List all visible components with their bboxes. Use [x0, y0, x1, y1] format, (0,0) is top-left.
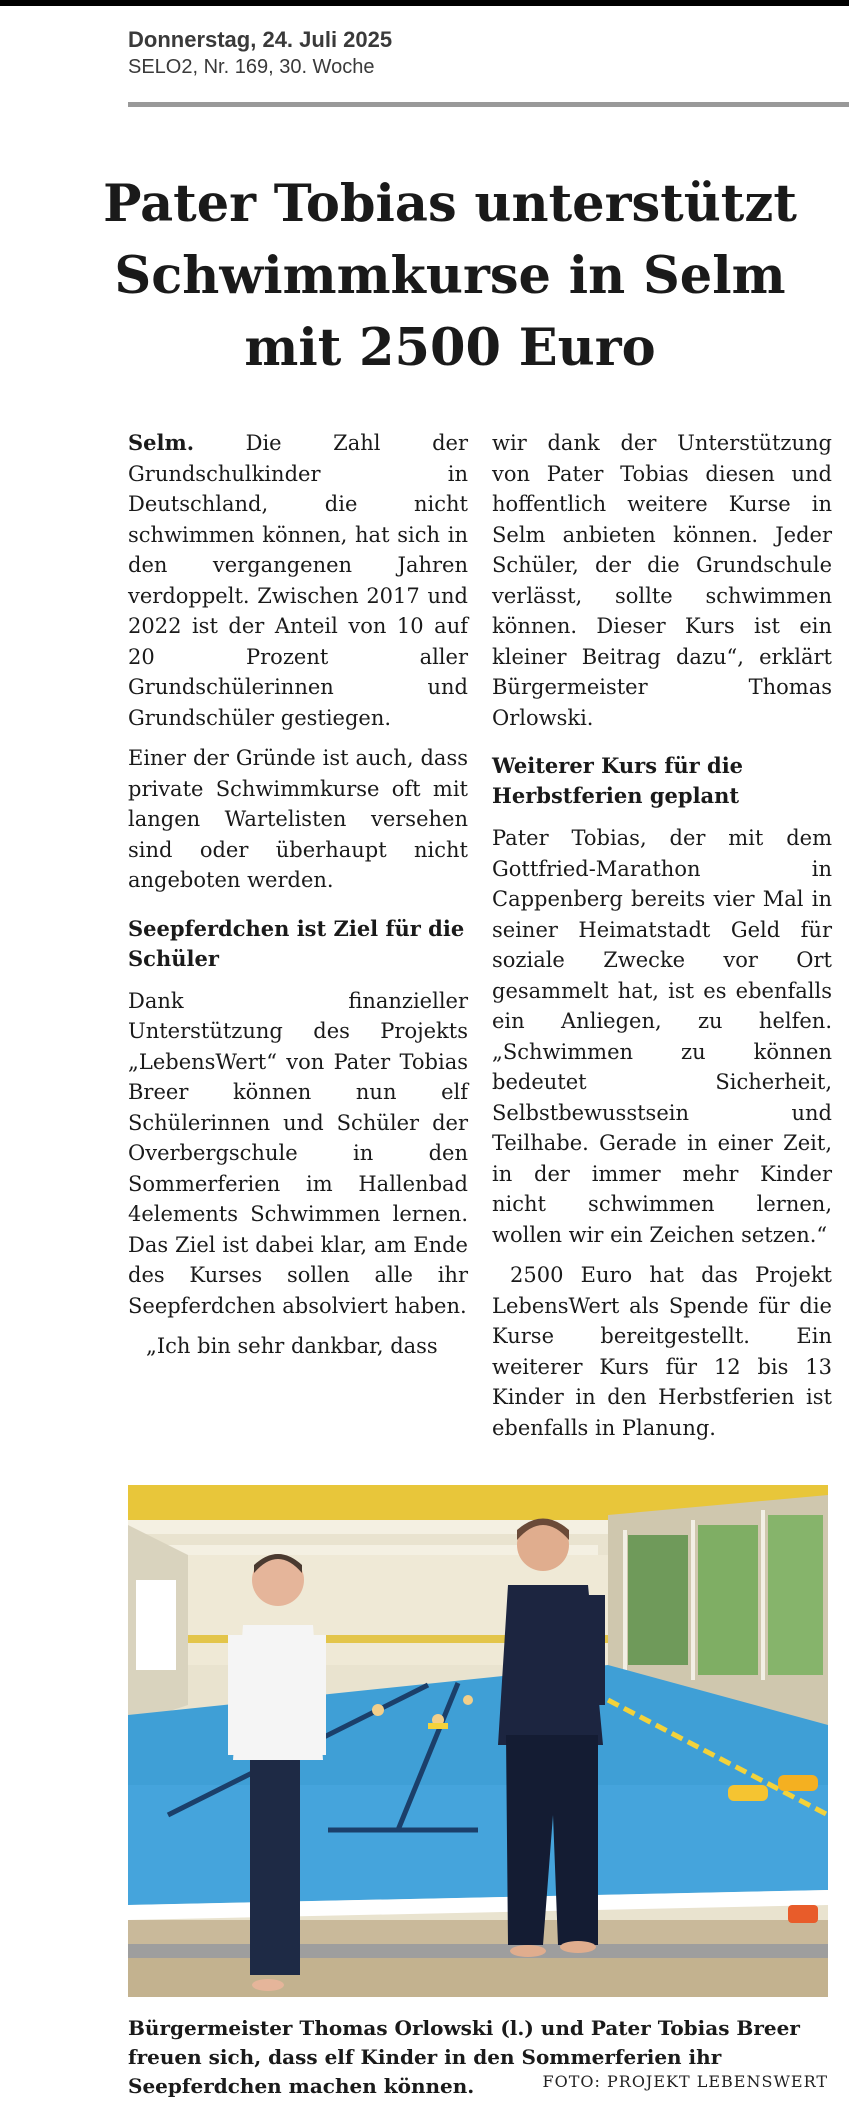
paragraph: wir dank der Unterstützung von Pater Tobias diesen und hoffentlich weitere Kurse in Selm anbieten können. Jeder Schüler, der die Grundschule verlässt, sollte schwimmen können. Dieser Kurs ist ein kleiner Beitrag dazu“, erklärt Bürgermeister Thomas Orlowski.: [492, 431, 832, 730]
article-column-right: [492, 428, 832, 1453]
headline-line-1: Pater Tobias unterstützt: [103, 174, 797, 234]
top-bar: [0, 0, 849, 6]
headline-line-2: Schwimmkurse in Selm: [114, 246, 786, 306]
paragraph: Dank finanzieller Unterstützung des Projekts „LebensWert“ von Pater Tobias Breer können nun elf Schülerinnen und Schüler der Overbergschule in den Sommerferien im Hallenbad 4elements Schwimmen lernen. Das Ziel ist dabei klar, am Ende des Kurses sollen alle ihr Seepferdchen absolviert haben.: [128, 988, 468, 1318]
header-rule: [128, 102, 849, 107]
subheading: Weiterer Kurs für die Herbstferien geplant: [492, 753, 744, 808]
headline-line-3: mit 2500 Euro: [244, 318, 656, 378]
paragraph: Einer der Gründe ist auch, dass private Schwimmkurse oft mit langen Wartelisten versehen sind oder überhaupt nicht angeboten werden.: [128, 746, 468, 892]
paragraph: 2500 Euro hat das Projekt LebensWert als Spende für die Kurse bereitgestellt. Ein weiterer Kurs für 12 bis 13 Kinder in den Herbstferien ist ebenfalls in Planung.: [492, 1263, 832, 1440]
dateline-place: Selm.: [128, 430, 195, 455]
article-headline: [100, 168, 800, 384]
issue-number: SELO2, Nr. 169, 30. Woche: [128, 56, 375, 78]
paragraph: Selm. Die Zahl der Grundschulkinder in Deutschland, die nicht schwimmen können, hat sich in den vergangenen Jahren verdoppelt. Zwischen 2017 und 2022 ist der Anteil von 10 auf 20 Prozent aller Grundschülerinnen und Grundschüler gestiegen.: [128, 430, 468, 730]
dateline: [128, 26, 392, 80]
paragraph: Pater Tobias, der mit dem Gottfried-Marathon in Cappenberg bereits vier Mal in seiner Heimatstadt Geld für soziale Zwecke vor Ort gesammelt hat, ist es ebenfalls ein Anliegen, zu helfen. „Schwimmen zu können bedeutet Sicherheit, Selbstbewusstsein und Teilhabe. Gerade in einer Zeit, in der immer mehr Kinder nicht schwimmen lernen, wollen wir ein Zeichen setzen.“: [492, 826, 832, 1247]
article-column-left: [128, 428, 468, 1372]
paragraph: „Ich bin sehr dankbar, dass: [146, 1334, 438, 1358]
pool-photo-illustration: [128, 1485, 828, 1997]
issue-date: Donnerstag, 24. Juli 2025: [128, 27, 393, 52]
photo-credit: FOTO: PROJEKT LEBENSWERT: [542, 2072, 828, 2091]
photo-caption: Bürgermeister Thomas Orlowski (l.) und Pater Tobias Breer freuen sich, dass elf Kinder in den Sommerferien ihr Seepferdchen machen können.: [128, 2016, 800, 2098]
subheading: Seepferdchen ist Ziel für die Schüler: [128, 915, 465, 971]
article-photo: [128, 1485, 828, 1997]
